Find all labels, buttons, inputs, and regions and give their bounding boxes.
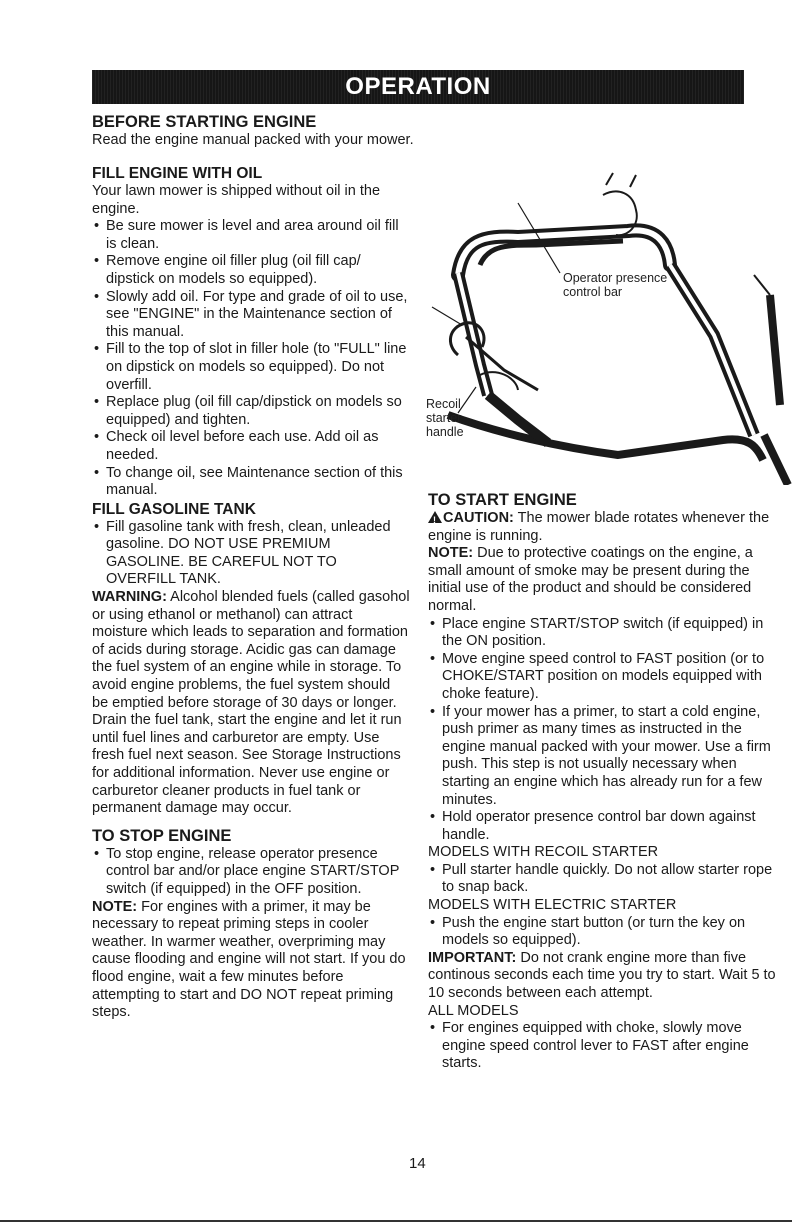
recoil-starter-callout: Recoil starter handle [426, 397, 464, 439]
left-column [92, 164, 410, 1022]
list-item: • Fill to the top of slot in filler hole (to "FULL" line on dipstick on models so equipped). Do not overfill. [92, 341, 410, 394]
caution-label: CAUTION: [443, 510, 514, 526]
list-item: • Hold operator presence control bar down against handle. [428, 809, 780, 844]
list-item: • Be sure mower is level and area around oil fill is clean. [92, 218, 410, 253]
warning-text: Alcohol blended fuels (called gasohol or using ethanol or methanol) can attract moisture which leads to separation and formation of acids during storage. Acidic gas can damage the fuel system of an engine while in storage. To avoid engine problems, the fuel system should be emptied before storage of 30 days or longer. Drain the fuel tank, start the engine and let it run until fuel lines and carburetor are empty. Use fresh fuel next season. See Storage Instructions for additional information. Never use engine or carburetor cleaner products in fuel tank or permanent damage may occur. [92, 589, 410, 817]
operator-bar-callout: Operator presence control bar [563, 271, 668, 299]
electric-models-heading: MODELS WITH ELECTRIC STARTER [428, 897, 677, 914]
list-item: • Fill gasoline tank with fresh, clean, unleaded gasoline. DO NOT USE PREMIUM GASOLINE. BE CAREFUL NOT TO OVERFILL TANK. [92, 519, 410, 589]
start-engine-list [428, 616, 780, 845]
list-item: • Slowly add oil. For type and grade of oil to use, see "ENGINE" in the Maintenance section of this manual. [92, 289, 410, 342]
banner-title: OPERATION [345, 73, 491, 100]
fill-gas-list [92, 519, 410, 589]
recoil-models-heading: MODELS WITH RECOIL STARTER [428, 844, 659, 861]
note-label: NOTE: [92, 898, 138, 915]
caution-paragraph [428, 510, 780, 545]
page-number: 14 [409, 1155, 426, 1172]
warning-paragraph [92, 589, 410, 818]
section-banner [92, 70, 744, 104]
right-column [428, 490, 780, 1073]
list-item: • Push the engine start button (or turn the key on models so equipped). [428, 915, 780, 950]
electric-list [428, 915, 780, 950]
list-item: • For engines equipped with choke, slowly move engine speed control lever to FAST after engine starts. [428, 1020, 780, 1073]
bottom-rule [0, 1220, 792, 1222]
recoil-list [428, 862, 780, 897]
list-item: • To change oil, see Maintenance section of this manual. [92, 465, 410, 500]
list-item: • Check oil level before each use. Add oil as needed. [92, 429, 410, 464]
note-text: Due to protective coatings on the engine, a small amount of smoke may be present during the initial use of the product and should be considered normal. [428, 545, 753, 614]
before-starting-heading: BEFORE STARTING ENGINE [92, 113, 317, 131]
note-label: NOTE: [428, 545, 474, 562]
intro-section [92, 112, 752, 150]
important-paragraph [428, 950, 780, 1003]
mower-handle-figure [418, 165, 792, 485]
all-models-heading: ALL MODELS [428, 1002, 519, 1019]
list-item: • Place engine START/STOP switch (if equipped) in the ON position. [428, 616, 780, 651]
list-item: • To stop engine, release operator presence control bar and/or place engine START/STOP switch (if equipped) in the OFF position. [92, 846, 410, 899]
stop-note-paragraph [92, 899, 410, 1022]
stop-engine-heading: TO STOP ENGINE [92, 826, 232, 845]
start-note-paragraph [428, 545, 780, 615]
all-models-list [428, 1020, 780, 1073]
fill-oil-heading: FILL ENGINE WITH OIL [92, 165, 263, 182]
start-engine-heading: TO START ENGINE [428, 491, 577, 509]
list-item: • Replace plug (oil fill cap/dipstick on models so equipped) and tighten. [92, 394, 410, 429]
warning-triangle-icon [428, 511, 442, 523]
list-item: • Move engine speed control to FAST position (or to CHOKE/START position on models equipped with choke feature). [428, 651, 780, 704]
list-item: • Pull starter handle quickly. Do not allow starter rope to snap back. [428, 862, 780, 897]
list-item: • If your mower has a primer, to start a cold engine, push primer as many times as instructed in the engine manual packed with your mower. Use a firm push. This step is not usually necessary when starting an engine which has already run for a few minutes. [428, 704, 780, 810]
fill-oil-lead: Your lawn mower is shipped without oil in the engine. [92, 183, 381, 217]
caution-text: The mower blade rotates whenever the engine is running. [428, 510, 770, 544]
stop-engine-list [92, 846, 410, 899]
intro-text: Read the engine manual packed with your mower. [92, 132, 414, 148]
fill-gas-heading: FILL GASOLINE TANK [92, 500, 256, 518]
warning-label: WARNING: [92, 589, 167, 606]
note-text: For engines with a primer, it may be necessary to repeat priming steps in cooler weather. In warmer weather, overpriming may cause flooding and engine will not start. If you do flood engine, wait a few minutes before attempting to start and DO NOT repeat priming steps. [92, 898, 406, 1021]
important-text: Do not crank engine more than five continous seconds each time you try to start. Wait 5 to 10 seconds between each attempt. [428, 949, 776, 1002]
list-item: • Remove engine oil filler plug (oil fill cap/ dipstick on models so equipped). [92, 253, 410, 288]
fill-oil-list [92, 218, 410, 500]
important-label: IMPORTANT: [428, 949, 517, 966]
